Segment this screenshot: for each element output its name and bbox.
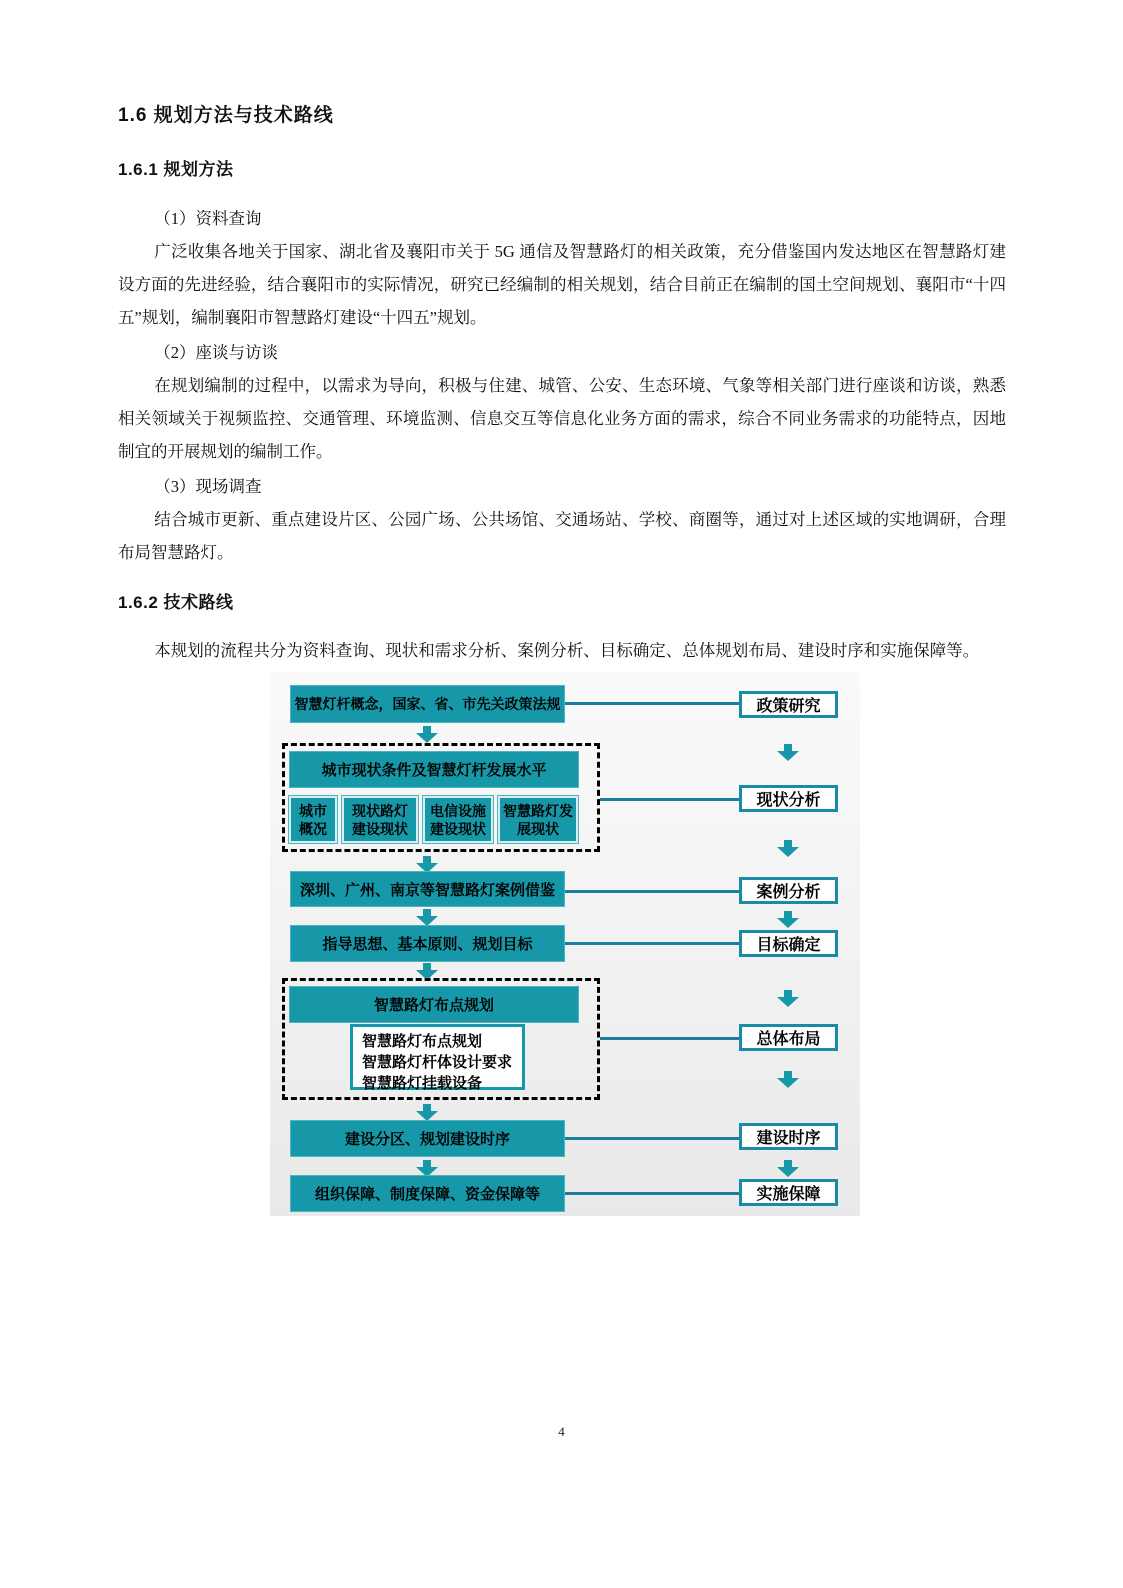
item-2-body: 在规划编制的过程中，以需求为导向，积极与住建、城管、公安、生态环境、气象等相关部门进行座谈和访谈，熟悉相关领域关于视频监控、交通管理、环境监测、信息交互等信息化业务方面的需求，综合不同业务需求的功能特点，因地制宜的开展规划的编制工作。	[118, 376, 1006, 461]
connector-status	[600, 798, 739, 801]
route-intro-block	[118, 634, 1006, 667]
connector-policy	[565, 702, 739, 705]
flow-box-target: 指导思想、基本原则、规划目标	[290, 925, 565, 962]
page-number: 4	[558, 1424, 565, 1439]
flow-box-layout-details	[350, 1024, 525, 1090]
layout-detail-line: 智慧路灯杆体设计要求	[362, 1054, 513, 1071]
item-1-body: 广泛收集各地关于国家、湖北省及襄阳市关于 5G 通信及智慧路灯的相关政策，充分借鉴国内发达地区在智慧路灯建设方面的先进经验，结合襄阳市的实际情况，研究已经编制的相关规划，结合目前正在编制的国土空间规划、襄阳市“十四五”规划，编制襄阳市智慧路灯建设“十四五”规划。	[118, 242, 1006, 327]
section-heading-1-6: 1.6 规划方法与技术路线	[118, 105, 334, 126]
flow-box-timing: 建设分区、规划建设时序	[290, 1120, 565, 1157]
method-item-1	[118, 202, 1006, 334]
flow-label-timing: 建设时序	[739, 1123, 838, 1150]
down-arrow-icon	[777, 990, 799, 1007]
technical-route-flow-diagram	[270, 672, 860, 1216]
section-heading-1-6-2: 1.6.2 技术路线	[118, 593, 234, 612]
flow-label-safeguard: 实施保障	[739, 1179, 838, 1206]
section-heading-1-6-1: 1.6.1 规划方法	[118, 160, 234, 179]
flow-label-policy: 政策研究	[739, 691, 838, 718]
item-3-title: （3）现场调查	[154, 477, 262, 496]
flow-box-policy: 智慧灯杆概念，国家、省、市先关政策法规	[290, 685, 565, 723]
connector-safeguard	[565, 1192, 739, 1195]
down-arrow-icon	[777, 1071, 799, 1088]
method-item-3	[118, 470, 1006, 569]
flow-box-layout-header: 智慧路灯布点规划	[289, 986, 579, 1023]
connector-layout	[600, 1037, 739, 1040]
flow-subbox-city-overview: 城市概况	[289, 796, 337, 843]
route-intro: 本规划的流程共分为资料查询、现状和需求分析、案例分析、目标确定、总体规划布局、建设时序和实施保障等。	[154, 641, 980, 660]
flow-subbox-smartlight-status: 智慧路灯发展现状	[498, 796, 578, 843]
down-arrow-icon	[416, 726, 438, 743]
flow-label-layout: 总体布局	[739, 1024, 838, 1051]
down-arrow-icon	[416, 1104, 438, 1121]
flow-label-target: 目标确定	[739, 930, 838, 957]
flow-subbox-telecom-status: 电信设施建设现状	[423, 796, 493, 843]
connector-target	[565, 942, 739, 945]
connector-timing	[565, 1137, 739, 1140]
flow-label-status: 现状分析	[739, 785, 838, 812]
down-arrow-icon	[777, 911, 799, 928]
layout-detail-line: 智慧路灯挂载设备	[362, 1075, 483, 1092]
item-3-body: 结合城市更新、重点建设片区、公园广场、公共场馆、交通场站、学校、商圈等，通过对上述区域的实地调研，合理布局智慧路灯。	[118, 510, 1006, 562]
down-arrow-icon	[777, 1160, 799, 1177]
down-arrow-icon	[777, 840, 799, 857]
flow-box-safeguard: 组织保障、制度保障、资金保障等	[290, 1175, 565, 1212]
flow-box-case: 深圳、广州、南京等智慧路灯案例借鉴	[290, 871, 565, 907]
flow-box-status-header: 城市现状条件及智慧灯杆发展水平	[289, 751, 579, 788]
flow-label-case: 案例分析	[739, 877, 838, 904]
down-arrow-icon	[416, 909, 438, 926]
flow-subbox-streetlight-status: 现状路灯建设现状	[342, 796, 418, 843]
connector-case	[565, 890, 739, 893]
layout-detail-line: 智慧路灯布点规划	[362, 1033, 483, 1050]
item-1-title: （1）资料查询	[154, 209, 262, 228]
item-2-title: （2）座谈与访谈	[154, 343, 279, 362]
down-arrow-icon	[777, 744, 799, 761]
method-item-2	[118, 336, 1006, 468]
